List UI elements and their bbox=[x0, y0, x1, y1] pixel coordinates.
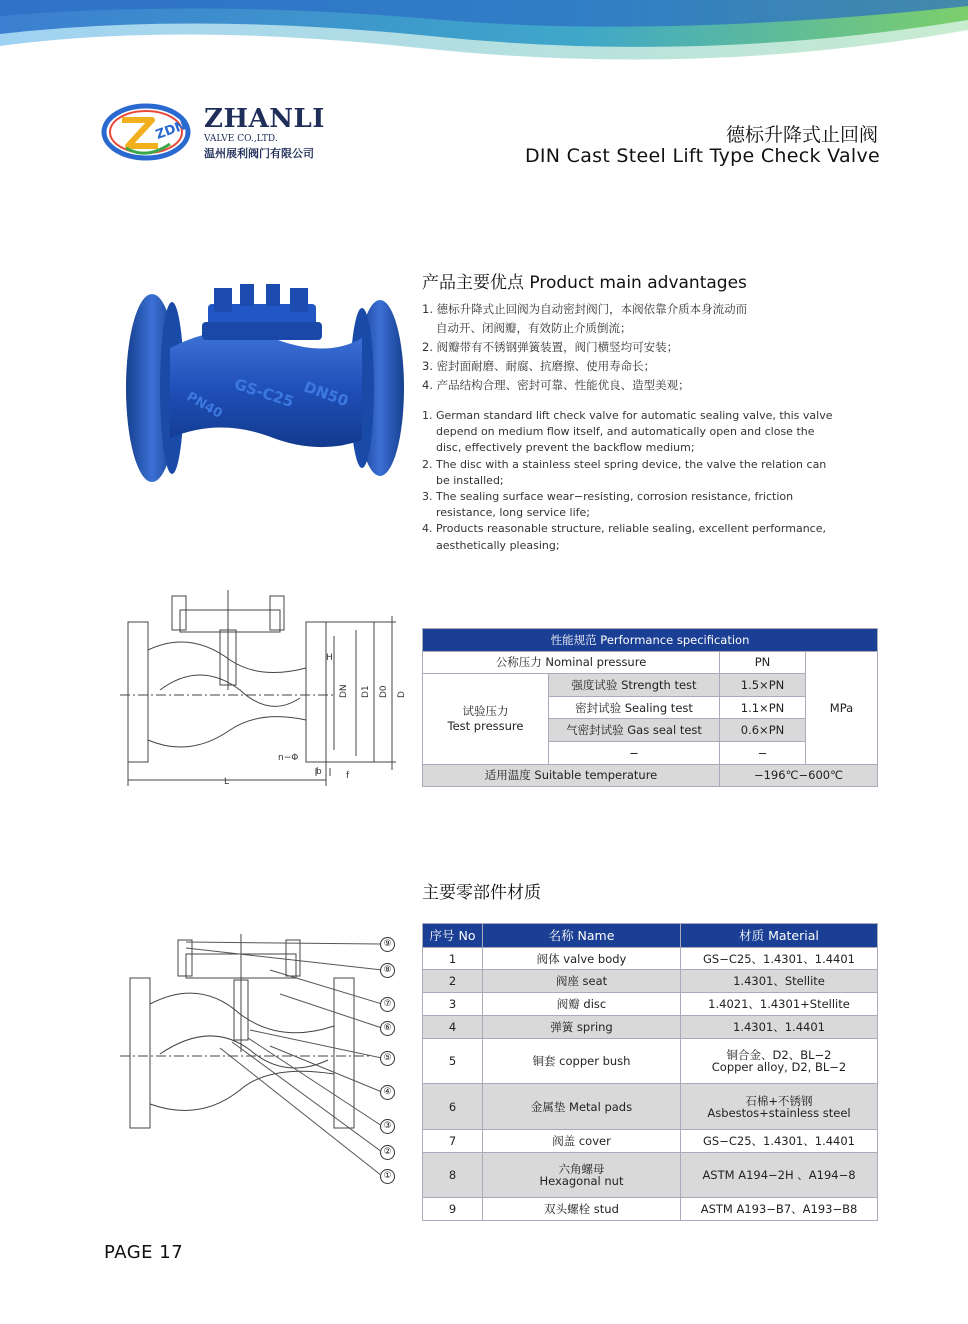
part-material: GS−C25、1.4301、1.4401 bbox=[681, 1130, 878, 1153]
table-row bbox=[423, 1153, 878, 1198]
spec-test-name: 强度试验 Strength test bbox=[549, 674, 720, 697]
spec-test-label-en: Test pressure bbox=[447, 718, 524, 733]
table-row bbox=[423, 1198, 878, 1221]
brand-chinese-name: 温州展利阀门有限公司 bbox=[204, 147, 314, 160]
part-name: 阀座 seat bbox=[483, 970, 681, 993]
spec-test-value: 1.5×PN bbox=[720, 674, 806, 697]
advantages-en-list bbox=[422, 408, 842, 554]
spec-temp-label: 适用温度 Suitable temperature bbox=[423, 764, 720, 787]
part-no: 7 bbox=[423, 1130, 483, 1153]
part-no: 9 bbox=[423, 1198, 483, 1221]
table-row bbox=[423, 1039, 878, 1084]
spec-test-value: 1.1×PN bbox=[720, 696, 806, 719]
callout-6: ⑥ bbox=[380, 1021, 395, 1036]
part-name-cn: 六角螺母 bbox=[558, 1162, 605, 1176]
spec-test-label bbox=[423, 674, 549, 764]
part-material-en: Copper alloy, D2, BL−2 bbox=[711, 1060, 847, 1074]
callout-2: ② bbox=[380, 1145, 395, 1160]
advantage-en-item: 3. The sealing surface wear−resisting, corrosion resistance, friction resistance, long service life; bbox=[422, 490, 794, 520]
page-title-cn: 德标升降式止回阀 bbox=[725, 124, 878, 146]
part-material: 1.4021、1.4301+Stellite bbox=[681, 993, 878, 1016]
dim-label-l: L bbox=[224, 777, 230, 787]
part-no: 6 bbox=[423, 1084, 483, 1130]
page-title-en: DIN Cast Steel Lift Type Check Valve bbox=[524, 145, 880, 167]
part-material: 1.4301、Stellite bbox=[681, 970, 878, 993]
spec-nominal-value: PN bbox=[720, 651, 806, 674]
part-no: 5 bbox=[423, 1039, 483, 1084]
part-name: 铜套 copper bush bbox=[483, 1039, 681, 1084]
part-no: 8 bbox=[423, 1153, 483, 1198]
performance-spec-table bbox=[422, 628, 878, 787]
part-material bbox=[681, 1084, 878, 1130]
page-number: PAGE 17 bbox=[104, 1242, 184, 1263]
advantages-cn-list bbox=[422, 300, 832, 395]
part-material-en: Asbestos+stainless steel bbox=[707, 1105, 851, 1120]
spec-unit: MPa bbox=[806, 651, 878, 764]
dim-label-f: f bbox=[346, 771, 350, 781]
spec-test-name: − bbox=[549, 741, 720, 764]
table-row bbox=[423, 993, 878, 1016]
valve-dn-marking: DN50 bbox=[301, 377, 351, 411]
part-name: 阀体 valve body bbox=[483, 948, 681, 970]
part-material-cn: 石棉+不锈钢 bbox=[745, 1093, 813, 1108]
part-no: 2 bbox=[423, 970, 483, 993]
callout-3: ③ bbox=[380, 1119, 395, 1134]
callout-4: ④ bbox=[380, 1085, 395, 1100]
part-name: 双头螺栓 stud bbox=[483, 1198, 681, 1221]
parts-header-name: 名称 Name bbox=[483, 924, 681, 948]
advantage-en-item: 4. Products reasonable structure, reliable sealing, excellent performance, aesthetically pleasing; bbox=[422, 522, 826, 552]
spec-temp-value: −196℃−600℃ bbox=[720, 764, 878, 787]
part-no: 4 bbox=[423, 1016, 483, 1039]
part-material: ASTM A193−B7、A193−B8 bbox=[681, 1198, 878, 1221]
part-material-cn: 铜合金、D2、BL−2 bbox=[726, 1048, 832, 1062]
part-no: 3 bbox=[423, 993, 483, 1016]
part-name: 弹簧 spring bbox=[483, 1016, 681, 1039]
advantage-cn-line: 自动开、闭阀瓣，有效防止介质倒流； bbox=[436, 321, 632, 335]
part-name: 阀盖 cover bbox=[483, 1130, 681, 1153]
spec-test-name: 密封试验 Sealing test bbox=[549, 696, 720, 719]
parts-title: 主要零部件材质 bbox=[422, 883, 541, 903]
parts-header-material: 材质 Material bbox=[681, 924, 878, 948]
dim-label-n-phi: n−Φ bbox=[278, 753, 299, 763]
spec-header: 性能规范 Performance specification bbox=[423, 629, 878, 652]
dim-label-d0: D0 bbox=[379, 685, 389, 698]
valve-photo bbox=[118, 278, 408, 488]
brand-name: ZHANLI bbox=[204, 104, 325, 134]
spec-test-value: 0.6×PN bbox=[720, 719, 806, 742]
callout-7: ⑦ bbox=[380, 997, 395, 1012]
parts-section-drawing bbox=[120, 934, 380, 1184]
spec-test-name: 气密封试验 Gas seal test bbox=[549, 719, 720, 742]
part-name-en: Hexagonal nut bbox=[539, 1174, 624, 1188]
advantages-title: 产品主要优点 Product main advantages bbox=[422, 273, 747, 293]
dimension-drawing bbox=[120, 590, 410, 800]
part-name bbox=[483, 1153, 681, 1198]
brand-subtitle: VALVE CO.,LTD. bbox=[204, 134, 278, 144]
callout-9: ⑨ bbox=[380, 937, 395, 952]
part-material: ASTM A194−2H 、A194−8 bbox=[681, 1153, 878, 1198]
part-material: 1.4301、1.4401 bbox=[681, 1016, 878, 1039]
spec-nominal-label: 公称压力 Nominal pressure bbox=[423, 651, 720, 674]
parts-header-no: 序号 No bbox=[423, 924, 483, 948]
advantage-cn-line: 4. 产品结构合理、密封可靠、性能优良、造型美观； bbox=[422, 378, 690, 392]
logo-text: ZDN bbox=[153, 118, 189, 143]
callout-1: ① bbox=[380, 1169, 395, 1184]
part-material bbox=[681, 1039, 878, 1084]
part-name: 金属垫 Metal pads bbox=[483, 1084, 681, 1130]
table-row bbox=[423, 1130, 878, 1153]
dim-label-b: b bbox=[316, 767, 322, 777]
part-material: GS−C25、1.4301、1.4401 bbox=[681, 948, 878, 970]
dim-label-d1: D1 bbox=[361, 685, 371, 698]
advantage-en-item: 2. The disc with a stainless steel spring device, the valve the relation can be installed; bbox=[422, 457, 827, 487]
table-row bbox=[423, 1084, 878, 1130]
callout-8: ⑧ bbox=[380, 963, 395, 978]
part-name: 阀瓣 disc bbox=[483, 993, 681, 1016]
top-banner bbox=[0, 0, 968, 80]
dim-label-h: H bbox=[326, 653, 333, 663]
part-no: 1 bbox=[423, 948, 483, 970]
dim-label-d: D bbox=[397, 691, 407, 698]
advantage-cn-line: 1. 德标升降式止回阀为自动密封阀门，本阀依靠介质本身流动而 bbox=[422, 302, 748, 316]
table-row bbox=[423, 1016, 878, 1039]
table-row bbox=[423, 948, 878, 970]
advantage-cn-line: 3. 密封面耐磨、耐腐、抗磨擦、使用寿命长； bbox=[422, 359, 656, 373]
valve-body-marking: GS-C25 bbox=[232, 374, 296, 412]
valve-pn-marking: PN40 bbox=[183, 389, 225, 422]
callout-5: ⑤ bbox=[380, 1051, 395, 1066]
dim-label-dn: DN bbox=[339, 684, 349, 698]
spec-test-label-cn: 试验压力 bbox=[462, 703, 509, 718]
logo-emblem-icon bbox=[100, 100, 192, 164]
advantage-cn-line: 2. 阀瓣带有不锈钢弹簧装置，阀门横竖均可安装； bbox=[422, 340, 679, 354]
advantage-en-item: 1. German standard lift check valve for automatic sealing valve, this valve depend on medium flow itself, and automatically open and close the disc, effectively prevent the backflow medium; bbox=[422, 409, 833, 455]
parts-material-table bbox=[422, 923, 878, 1221]
table-row bbox=[423, 970, 878, 993]
spec-test-value: − bbox=[720, 741, 806, 764]
